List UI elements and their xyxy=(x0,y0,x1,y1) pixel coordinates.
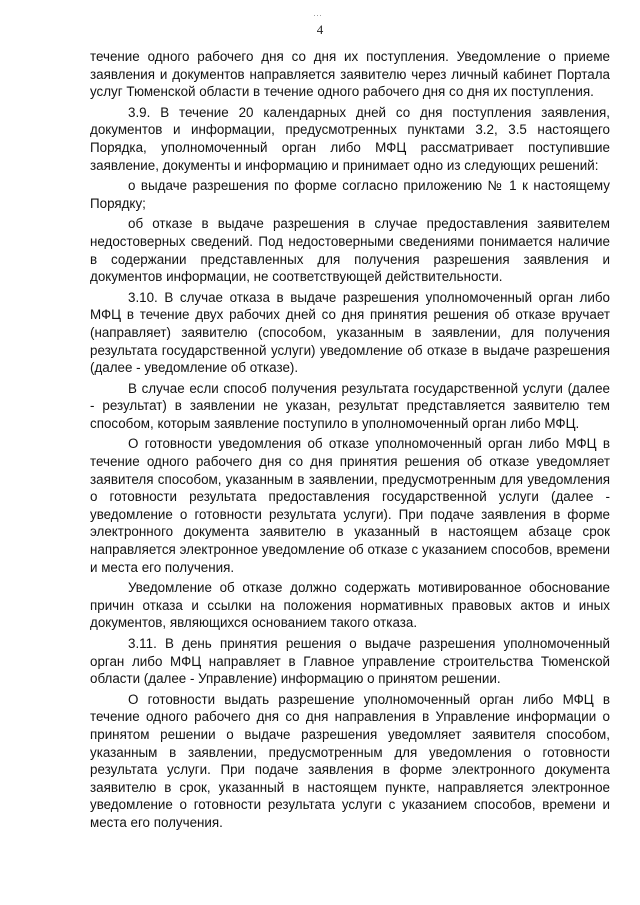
paragraph-grant-readiness: О готовности выдать разрешение уполномоченный орган либо МФЦ в течение одного рабочего дня со дня направления в Управление информации о принятом решении о выдаче разрешения уведомляет заявителя способом, указанным в заявлении, предусмотренным для уведомления о готовности результата услуги. При подаче заявления в форме электронного документа заявителю в срок, указанный в настоящем пункте, направляется электронное уведомление о готовности результата услуги с указанием способов, времени и места его получения. xyxy=(90,691,610,830)
paragraph-refusal-readiness: О готовности уведомления об отказе уполномоченный орган либо МФЦ в течение одного рабочего дня со дня принятия решения об отказе уведомляет заявителя способом, указанным в заявлении, предусмотренным для уведомления о готовности результата предоставления государственной услуги (далее - уведомление о готовности результата услуги). При подаче заявления в форме электронного документа заявителю в указанный в настоящем абзаце срок направляется электронное уведомление об отказе с указанием способов, времени и места его получения. xyxy=(90,436,610,575)
paragraph-3-10: 3.10. В случае отказа в выдаче разрешения уполномоченный орган либо МФЦ в течение двух рабочих дней со дня принятия решения об отказе вручает (направляет) заявителю (способом, указанным в заявлении, для получения результата государственной услуги) уведомление об отказе в выдаче разрешения (далее - уведомление об отказе). xyxy=(90,289,610,376)
paragraph-3-11: 3.11. В день принятия решения о выдаче разрешения уполномоченный орган либо МФЦ направляет в Главное управление строительства Тюменской области (далее - Управление) информацию о принятом решении. xyxy=(90,636,610,687)
document-body xyxy=(90,48,610,835)
paragraph-decision-refusal: об отказе в выдаче разрешения в случае предоставления заявителем недостоверных сведений. Под недостоверными сведениями понимается наличие в содержании представленных для получения разрешения заявления и документов информации, не соответствующей действительности. xyxy=(90,216,610,285)
page-number: 4 xyxy=(316,22,324,37)
paragraph-continuation: течение одного рабочего дня со дня их поступления. Уведомление о приеме заявления и документов направляется заявителю через личный кабинет Портала услуг Тюменской области в течение одного рабочего дня со дня их поступления. xyxy=(90,49,610,100)
scan-mark: ⋯ xyxy=(313,10,322,20)
paragraph-refusal-content: Уведомление об отказе должно содержать мотивированное обоснование причин отказа и ссылки на положения нормативных правовых актов и иных документов, являющихся основанием такого отказа. xyxy=(90,580,610,631)
paragraph-3-9: 3.9. В течение 20 календарных дней со дня поступления заявления, документов и информации, предусмотренных пунктами 3.2, 3.5 настоящего Порядка, уполномоченный орган либо МФЦ рассматривает поступившие заявление, документы и информацию и принимает одно из следующих решений: xyxy=(90,104,610,173)
paragraph-result-method: В случае если способ получения результата государственной услуги (далее - результат) в заявлении не указан, результат представляется заявителю тем способом, которым заявление поступило в уполномоченный орган либо МФЦ. xyxy=(90,380,610,431)
paragraph-decision-grant: о выдаче разрешения по форме согласно приложению № 1 к настоящему Порядку; xyxy=(90,178,610,211)
